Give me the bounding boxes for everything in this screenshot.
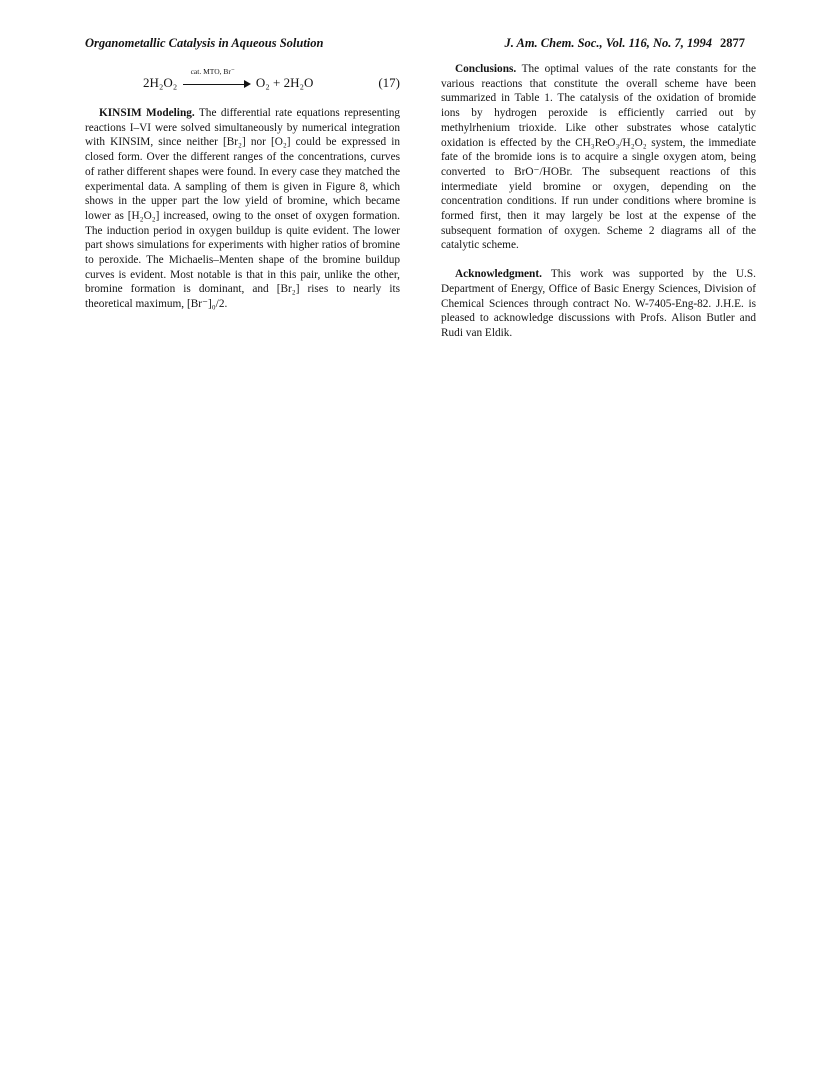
kinsim-heading: KINSIM Modeling. [99, 107, 195, 119]
acknowledgment-heading: Acknowledgment. [455, 268, 542, 281]
equation-products: O₂ + 2H₂O [255, 75, 314, 90]
page-number: 2877 [720, 36, 745, 50]
arrow-shaft [183, 84, 245, 85]
running-head-citation [504, 36, 745, 51]
equation-number: (17) [378, 75, 400, 90]
conclusions-paragraph [441, 62, 756, 253]
running-head-title: Organometallic Catalysis in Aqueous Solution [85, 36, 324, 50]
journal-citation: J. Am. Chem. Soc., Vol. 116, No. 7, 1994 [504, 36, 712, 50]
equation-reactant: 2H₂O₂ [143, 75, 178, 90]
kinsim-paragraph [85, 106, 400, 312]
running-head [85, 36, 745, 52]
equation-body [143, 67, 314, 91]
conclusions-heading: Conclusions. [455, 63, 517, 75]
left-column [85, 62, 400, 312]
conclusions-body: The optimal values of the rate constants for the various reactions that constitute the overall scheme have been summarized in Table 1. The catalysis of the oxidation of bromide ions by hydrogen peroxide is efficiently carried out by methylrhenium trioxide. Like other substrates whose catalytic oxidation is effected by the CH₃ReO₃/H₂O₂ system, the immediate fate of the bromide ions is to acquire a single oxygen atom, being converted to BrO⁻/HOBr. The subsequent reactions of this intermediate yield bromine or oxygen, depending on the concentration conditions. If run under conditions where bromine is formed first, then it may largely be lost at the expense of the subsequent formation of oxygen. Scheme 2 diagrams all of the catalytic scheme. [441, 63, 756, 252]
reaction-arrow-label: cat. MTO, Br⁻ [190, 67, 235, 77]
equation-17 [85, 62, 400, 102]
reaction-arrow [183, 67, 251, 91]
acknowledgment-paragraph [441, 267, 756, 341]
acknowledgment-body: This work was supported by the U.S. Department of Energy, Office of Basic Energy Sciences, Division of Chemical Sciences through contract No. W-7405-Eng-82. J.H.E. is pleased to acknowledge discussions with Profs. Alison Butler and Rudi van Eldik. [441, 268, 756, 339]
right-column [441, 62, 756, 341]
arrow-head-icon [244, 80, 251, 88]
kinsim-body: The differential rate equations representing reactions I–VI were solved simultaneously by numerical integration with KINSIM, since neither [Br₂] nor [O₂] could be expressed in closed form. Over the different ranges of the concentrations, curves of rather different shapes were found. In every case they matched the experimental data. A sampling of them is given in Figure 8, which shows in the upper part the low yield of bromine, which became lower as [H₂O₂] increased, owing to the onset of oxygen formation. The induction period in oxygen buildup is quite evident. The lower part shows simulations for experiments with higher ratios of bromine to peroxide. The Michaelis–Menten shape of the bromine buildup curves is evident. Most notable is that in this pair, unlike the other, bromine formation is dominant, and [Br₂] rises to nearly its theoretical maximum, [Br⁻]₀/2. [85, 107, 400, 311]
